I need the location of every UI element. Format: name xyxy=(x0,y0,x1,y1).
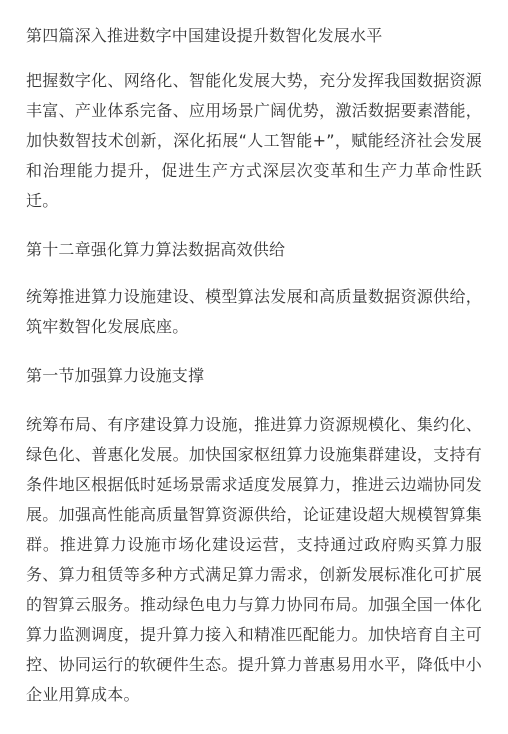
subsection-body-paragraph: 统筹布局、有序建设算力设施，推进算力资源规模化、集约化、绿色化、普惠化发展。加快国家枢纽算力设施集群建设，支持有条件地区根据低时延场景需求适度发展算力，推进云边端协同发展。加强高性能高质量智算资源供给，论证建设超大规模智算集群。推进算力设施市场化建设运营，支持通过政府购买算力服务、算力租赁等多种方式满足算力需求，创新发展标准化可扩展的智算云服务。推动绿色电力与算力协同布局。加强全国一体化算力监测调度，提升算力接入和精准匹配能力。加快培育自主可控、协同运行的软硬件生态。提升算力普惠易用水平，降低中小企业用算成本。 xyxy=(26,415,482,704)
chapter-title: 第十二章强化算力算法数据高效供给 xyxy=(26,240,286,259)
subsection-title: 第一节加强算力设施支撑 xyxy=(26,366,205,385)
section-title: 第四篇深入推进数字中国建设提升数智化发展水平 xyxy=(26,26,383,45)
section-intro-paragraph: 把握数字化、网络化、智能化发展大势，充分发挥我国数据资源丰富、产业体系完备、应用场景广阔优势，激活数据要素潜能，加快数智技术创新，深化拓展“人工智能+”，赋能经济社会发展和治理能力提升，促进生产方式深层次变革和生产力革命性跃迁。 xyxy=(26,71,482,210)
chapter-intro-paragraph: 统筹推进算力设施建设、模型算法发展和高质量数据资源供给，筑牢数智化发展底座。 xyxy=(26,287,482,336)
